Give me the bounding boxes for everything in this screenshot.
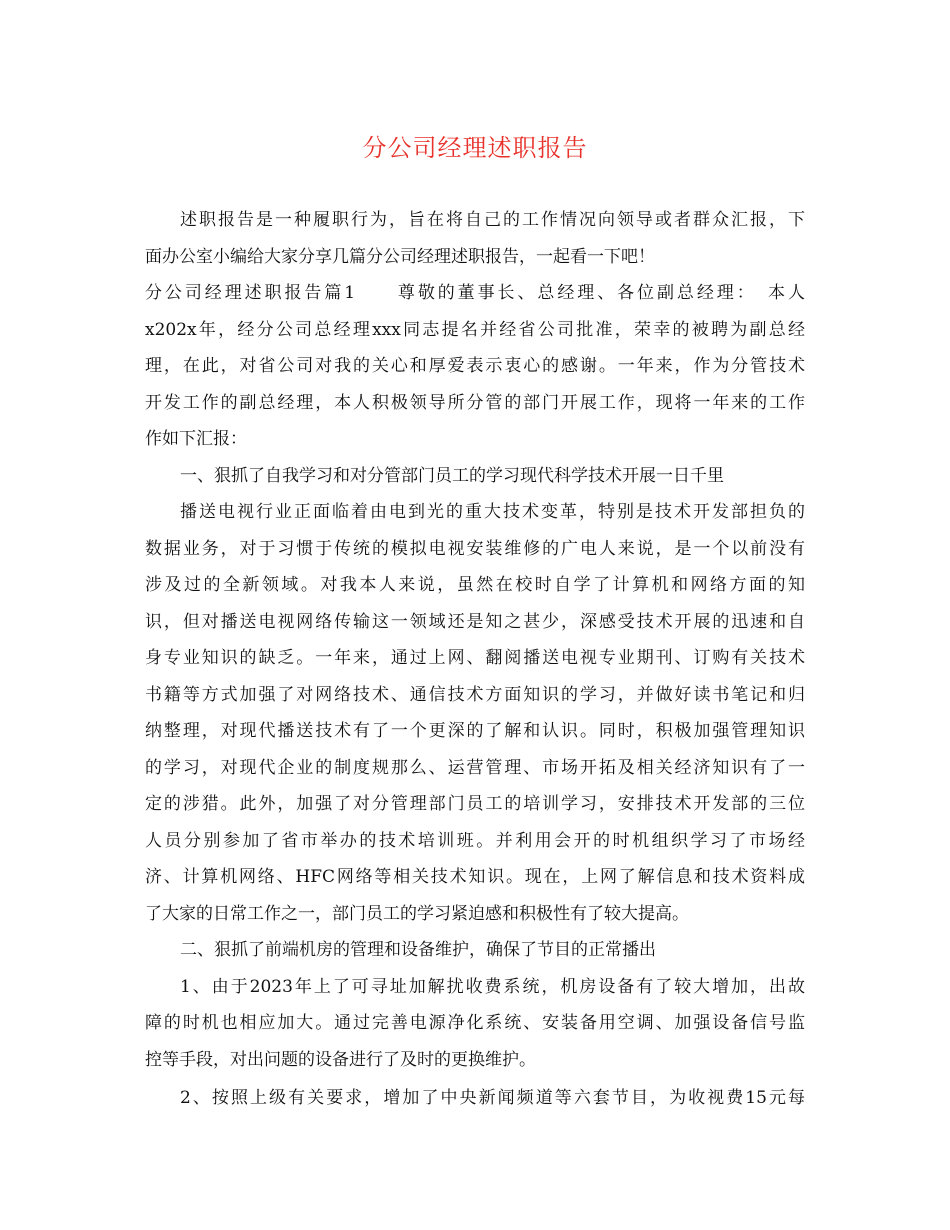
- paragraph-line: 作如下汇报：: [145, 429, 247, 449]
- paragraph-line: 面办公室小编给大家分享几篇分公司经理述职报告，一起看一下吧！: [145, 247, 655, 267]
- paragraph-line: 书籍等方式加强了对网络技术、通信技术方面知识的学习，并做好读书笔记和归: [145, 685, 805, 705]
- paragraph-line: 了大家的日常工作之一，部门员工的学习紧迫感和积极性有了较大提高。: [145, 904, 689, 924]
- paragraph-line: 障的时机也相应加大。通过完善电源净化系统、安装备用空调、加强设备信号监: [145, 1013, 805, 1033]
- paragraph-line: 识，但对播送电视网络传输这一领域还是知之甚少，深感受技术开展的迅速和自: [145, 612, 805, 632]
- paragraph-line: 济、计算机网络、HFC网络等相关技术知识。现在，上网了解信息和技术资料成: [145, 867, 805, 887]
- paragraph-line: 身专业知识的缺乏。一年来，通过上网、翻阅播送电视专业期刊、订购有关技术: [145, 648, 805, 668]
- paragraph-line: 纳整理，对现代播送技术有了一个更深的了解和认识。同时，积极加强管理知识: [145, 721, 805, 741]
- paragraph-line: 的学习，对现代企业的制度规那么、运营管理、市场开拓及相关经济知识有了一: [145, 758, 805, 778]
- paragraph-line: 述职报告是一种履职行为，旨在将自己的工作情况向领导或者群众汇报，下: [180, 210, 805, 230]
- paragraph-line: 开发工作的副总经理，本人积极领导所分管的部门开展工作，现将一年来的工作: [145, 393, 805, 413]
- paragraph-line: 2、按照上级有关要求，增加了中央新闻频道等六套节目，为收视费15元每: [180, 1088, 805, 1108]
- document-title: 分公司经理述职报告: [362, 134, 588, 162]
- paragraph-line: 分公司经理述职报告篇1 尊敬的董事长、总经理、各位副总经理： 本人: [145, 283, 805, 303]
- paragraph-line: x202x年，经分公司总经理xxx同志提名并经省公司批准，荣幸的被聘为副总经: [145, 320, 805, 340]
- paragraph-line: 控等手段，对出问题的设备进行了及时的更换维护。: [145, 1050, 536, 1070]
- paragraph-line: 人员分别参加了省市举办的技术培训班。并利用会开的时机组织学习了市场经: [145, 831, 805, 851]
- paragraph-line: 数据业务，对于习惯于传统的模拟电视安装维修的广电人来说，是一个以前没有: [145, 539, 805, 559]
- paragraph-line: 涉及过的全新领域。对我本人来说，虽然在校时自学了计算机和网络方面的知: [145, 575, 805, 595]
- paragraph-line: 理，在此，对省公司对我的关心和厚爱表示衷心的感谢。一年来，作为分管技术: [145, 356, 805, 376]
- section-heading: 一、狠抓了自我学习和对分管部门员工的学习现代科学技术开展一日千里: [180, 466, 724, 486]
- paragraph-line: 播送电视行业正面临着由电到光的重大技术变革，特别是技术开发部担负的: [180, 502, 805, 522]
- section-heading: 二、狠抓了前端机房的管理和设备维护，确保了节目的正常播出: [180, 940, 656, 960]
- paragraph-line: 1、由于2023年上了可寻址加解扰收费系统，机房设备有了较大增加，出故: [180, 977, 805, 997]
- paragraph-line: 定的涉猎。此外，加强了对分管理部门员工的培训学习，安排技术开发部的三位: [145, 794, 805, 814]
